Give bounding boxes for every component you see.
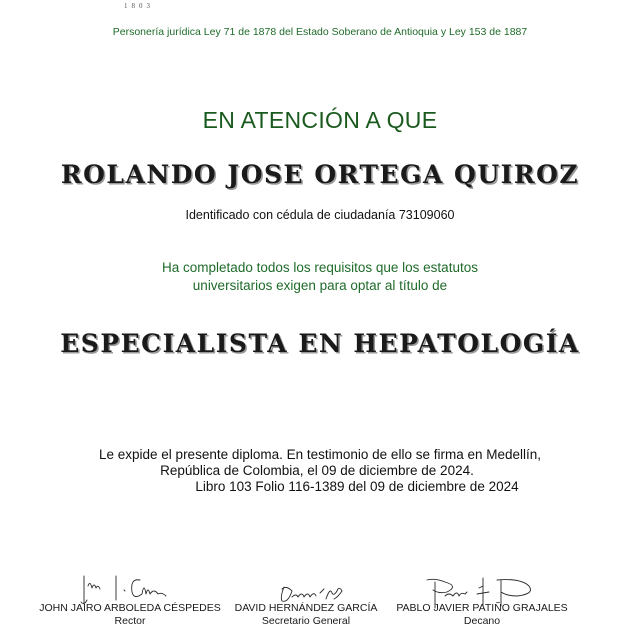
issue-statement	[0, 447, 640, 495]
requirements-line-2: universitarios exigen para optar al título de	[192, 278, 448, 293]
signer-name: PABLO JAVIER PATIÑO GRAJALES	[396, 602, 568, 614]
requirements-text	[0, 259, 640, 295]
signer-name: JOHN JAIRO ARBOLEDA CÉSPEDES	[39, 602, 221, 614]
signer-secretary	[228, 602, 384, 628]
signer-role: Decano	[463, 615, 501, 627]
legal-status-line: Personería jurídica Ley 71 de 1878 del Estado Soberano de Antioquia y Ley 153 de 1887	[112, 26, 528, 38]
requirements-line-1: Ha completado todos los requisitos que los estatutos	[162, 260, 478, 275]
signer-name: DAVID HERNÁNDEZ GARCÍA	[234, 602, 378, 614]
signer-role: Rector	[114, 615, 146, 627]
issue-line-1: Le expide el presente diploma. En testimonio de ello se firma en Medellín,	[99, 447, 541, 462]
founding-year: 1803	[124, 2, 154, 10]
issue-line-2: República de Colombia, el 09 de diciembre de 2024.	[160, 463, 474, 478]
signer-role: Secretario General	[261, 615, 351, 627]
recipient-name: ROLANDO JOSE ORTEGA QUIROZ	[60, 160, 580, 189]
signer-dean	[388, 602, 576, 628]
attention-heading: EN ATENCIÓN A QUE	[202, 107, 438, 133]
degree-title: ESPECIALISTA EN HEPATOLOGÍA	[60, 329, 580, 358]
registry-line: Libro 103 Folio 116-1389 del 09 de diciembre de 2024	[195, 479, 519, 494]
signer-rector	[30, 602, 230, 628]
identification-line: Identificado con cédula de ciudadanía 73109060	[185, 208, 455, 222]
